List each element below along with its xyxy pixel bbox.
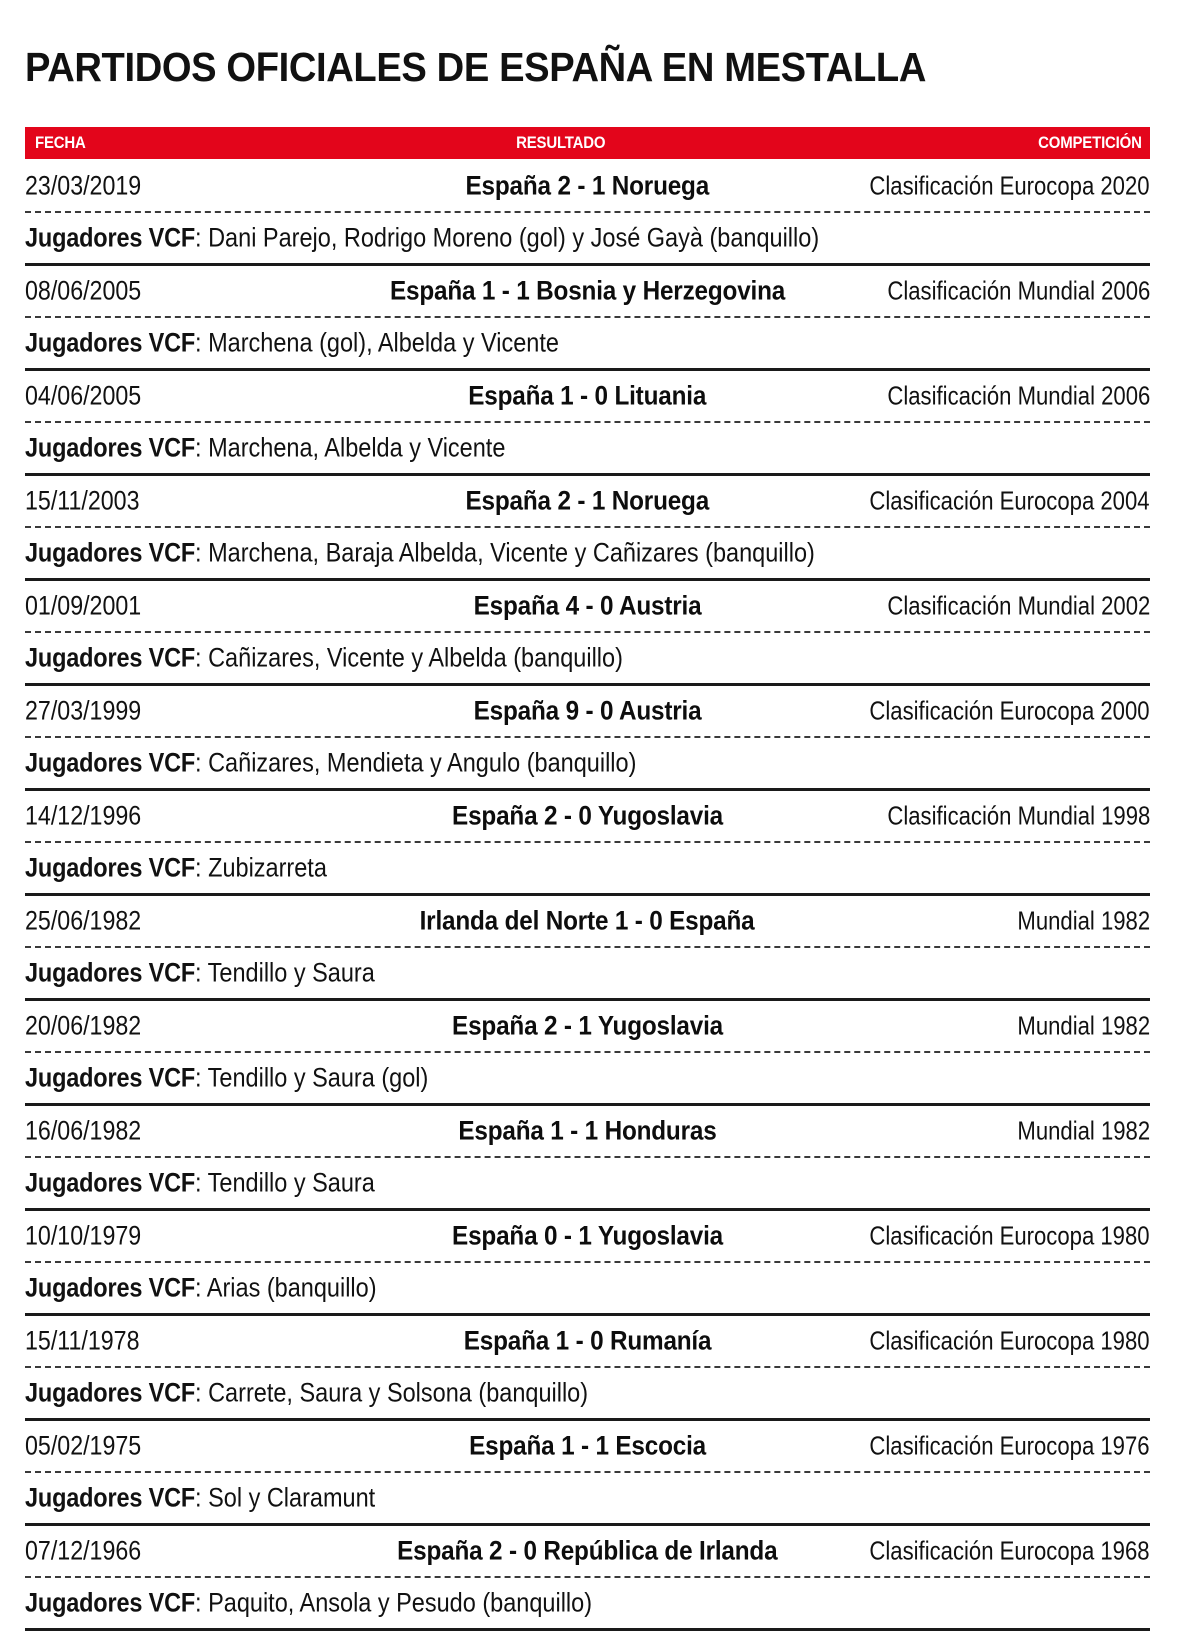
players-line bbox=[25, 1272, 377, 1303]
match-group bbox=[25, 686, 1150, 791]
match-date: 07/12/1966 bbox=[25, 1535, 142, 1566]
match-result-text: España 0 - 1 Yugoslavia bbox=[452, 1220, 723, 1251]
players-row bbox=[25, 1263, 1150, 1313]
match-date: 27/03/1999 bbox=[25, 695, 142, 726]
match-result-text: España 2 - 1 Noruega bbox=[465, 485, 710, 516]
match-result-text: España 2 - 0 República de Irlanda bbox=[397, 1535, 778, 1566]
players-names: : Tendillo y Saura bbox=[195, 1167, 375, 1198]
table-header-bar bbox=[25, 127, 1150, 159]
match-date: 01/09/2001 bbox=[25, 590, 142, 621]
match-group bbox=[25, 476, 1150, 581]
match-group bbox=[25, 1001, 1150, 1106]
match-date: 14/12/1996 bbox=[25, 800, 142, 831]
players-row bbox=[25, 1368, 1150, 1418]
match-competition: Clasificación Eurocopa 2004 bbox=[869, 485, 1150, 516]
match-competition: Clasificación Mundial 2006 bbox=[887, 380, 1150, 411]
match-result-text: España 1 - 1 Bosnia y Herzegovina bbox=[389, 275, 786, 306]
match-result-text: España 4 - 0 Austria bbox=[473, 590, 702, 621]
players-row bbox=[25, 318, 1150, 368]
players-line bbox=[25, 642, 623, 673]
table-row bbox=[25, 896, 1150, 948]
match-date: 08/06/2005 bbox=[25, 275, 142, 306]
match-group bbox=[25, 161, 1150, 266]
match-competition: Mundial 1982 bbox=[1017, 1010, 1150, 1041]
players-row bbox=[25, 1578, 1150, 1628]
players-line bbox=[25, 432, 505, 463]
players-names: : Arias (banquillo) bbox=[195, 1272, 377, 1303]
players-names: : Sol y Claramunt bbox=[195, 1482, 376, 1513]
match-result bbox=[25, 1010, 1150, 1041]
match-group bbox=[25, 1526, 1150, 1631]
match-competition: Mundial 1982 bbox=[1017, 905, 1150, 936]
match-competition: Clasificación Eurocopa 2020 bbox=[869, 170, 1150, 201]
players-names: : Marchena, Albelda y Vicente bbox=[195, 432, 506, 463]
players-names: : Marchena, Baraja Albelda, Vicente y Cañizares (banquillo) bbox=[195, 537, 815, 568]
match-result-text: España 9 - 0 Austria bbox=[473, 695, 702, 726]
players-label: Jugadores VCF bbox=[25, 537, 196, 568]
players-row bbox=[25, 1053, 1150, 1103]
match-group bbox=[25, 1211, 1150, 1316]
table-row bbox=[25, 1316, 1150, 1368]
match-group bbox=[25, 1421, 1150, 1526]
players-label: Jugadores VCF bbox=[25, 747, 196, 778]
infographic-page bbox=[0, 27, 1200, 1645]
matches-table bbox=[25, 161, 1150, 1631]
players-line bbox=[25, 1167, 375, 1198]
match-competition: Clasificación Eurocopa 1968 bbox=[869, 1535, 1150, 1566]
table-row bbox=[25, 476, 1150, 528]
match-competition: Clasificación Eurocopa 1980 bbox=[869, 1220, 1150, 1251]
match-group bbox=[25, 1106, 1150, 1211]
table-row bbox=[25, 266, 1150, 318]
match-competition: Clasificación Eurocopa 1976 bbox=[869, 1430, 1150, 1461]
match-result-text: España 2 - 1 Noruega bbox=[465, 170, 710, 201]
table-row bbox=[25, 791, 1150, 843]
players-line bbox=[25, 1587, 592, 1618]
players-label: Jugadores VCF bbox=[25, 957, 196, 988]
match-group bbox=[25, 896, 1150, 1001]
players-label: Jugadores VCF bbox=[25, 1587, 196, 1618]
players-row bbox=[25, 738, 1150, 788]
match-group bbox=[25, 791, 1150, 896]
match-result-text: España 1 - 0 Lituania bbox=[468, 380, 707, 411]
table-row bbox=[25, 161, 1150, 213]
match-group bbox=[25, 581, 1150, 686]
players-names: : Cañizares, Mendieta y Angulo (banquillo) bbox=[195, 747, 637, 778]
match-result-text: Irlanda del Norte 1 - 0 España bbox=[420, 905, 755, 936]
players-row bbox=[25, 633, 1150, 683]
match-result-text: España 1 - 0 Rumanía bbox=[463, 1325, 712, 1356]
players-line bbox=[25, 1377, 588, 1408]
match-date: 04/06/2005 bbox=[25, 380, 142, 411]
match-date: 25/06/1982 bbox=[25, 905, 142, 936]
table-row bbox=[25, 686, 1150, 738]
players-names: : Cañizares, Vicente y Albelda (banquillo) bbox=[195, 642, 623, 673]
players-row bbox=[25, 1473, 1150, 1523]
players-label: Jugadores VCF bbox=[25, 432, 196, 463]
match-result-text: España 1 - 1 Escocia bbox=[469, 1430, 706, 1461]
match-result bbox=[25, 1115, 1150, 1146]
players-row bbox=[25, 213, 1150, 263]
players-label: Jugadores VCF bbox=[25, 222, 196, 253]
table-row bbox=[25, 1421, 1150, 1473]
players-row bbox=[25, 843, 1150, 893]
match-competition: Clasificación Mundial 2002 bbox=[887, 590, 1150, 621]
players-names: : Tendillo y Saura bbox=[195, 957, 375, 988]
match-group bbox=[25, 1316, 1150, 1421]
players-label: Jugadores VCF bbox=[25, 1377, 196, 1408]
match-competition: Clasificación Mundial 2006 bbox=[887, 275, 1150, 306]
players-label: Jugadores VCF bbox=[25, 642, 196, 673]
match-competition: Mundial 1982 bbox=[1017, 1115, 1150, 1146]
players-label: Jugadores VCF bbox=[25, 1482, 196, 1513]
match-result-text: España 2 - 0 Yugoslavia bbox=[452, 800, 723, 831]
players-label: Jugadores VCF bbox=[25, 1167, 196, 1198]
players-line bbox=[25, 1062, 428, 1093]
column-header-competicion: COMPETICIÓN bbox=[1038, 132, 1142, 152]
table-row bbox=[25, 371, 1150, 423]
match-date: 15/11/1978 bbox=[25, 1325, 140, 1356]
players-row bbox=[25, 528, 1150, 578]
players-line bbox=[25, 537, 815, 568]
match-date: 10/10/1979 bbox=[25, 1220, 142, 1251]
players-names: : Dani Parejo, Rodrigo Moreno (gol) y José Gayà (banquillo) bbox=[195, 222, 820, 253]
match-result-text: España 1 - 1 Honduras bbox=[458, 1115, 717, 1146]
players-names: : Paquito, Ansola y Pesudo (banquillo) bbox=[195, 1587, 593, 1618]
match-group bbox=[25, 266, 1150, 371]
table-row bbox=[25, 1001, 1150, 1053]
players-names: : Marchena (gol), Albelda y Vicente bbox=[195, 327, 559, 358]
players-names: : Carrete, Saura y Solsona (banquillo) bbox=[195, 1377, 589, 1408]
match-competition: Clasificación Eurocopa 2000 bbox=[869, 695, 1150, 726]
table-row bbox=[25, 581, 1150, 633]
page-title: PARTIDOS OFICIALES DE ESPAÑA EN MESTALLA bbox=[25, 44, 926, 91]
table-row bbox=[25, 1526, 1150, 1578]
players-line bbox=[25, 747, 636, 778]
match-competition: Clasificación Mundial 1998 bbox=[887, 800, 1150, 831]
players-names: : Tendillo y Saura (gol) bbox=[195, 1062, 429, 1093]
players-label: Jugadores VCF bbox=[25, 852, 196, 883]
match-competition: Clasificación Eurocopa 1980 bbox=[869, 1325, 1150, 1356]
match-result bbox=[25, 905, 1150, 936]
players-row bbox=[25, 948, 1150, 998]
players-names: : Zubizarreta bbox=[195, 852, 327, 883]
column-header-resultado: RESULTADO bbox=[516, 132, 606, 152]
players-line bbox=[25, 852, 327, 883]
players-row bbox=[25, 423, 1150, 473]
match-date: 23/03/2019 bbox=[25, 170, 142, 201]
table-row bbox=[25, 1211, 1150, 1263]
players-line bbox=[25, 957, 375, 988]
players-label: Jugadores VCF bbox=[25, 327, 196, 358]
table-row bbox=[25, 1106, 1150, 1158]
column-header-fecha: FECHA bbox=[35, 132, 86, 152]
match-group bbox=[25, 371, 1150, 476]
match-result-text: España 2 - 1 Yugoslavia bbox=[452, 1010, 723, 1041]
players-line bbox=[25, 1482, 375, 1513]
match-date: 15/11/2003 bbox=[25, 485, 140, 516]
match-date: 16/06/1982 bbox=[25, 1115, 142, 1146]
players-label: Jugadores VCF bbox=[25, 1062, 196, 1093]
match-date: 05/02/1975 bbox=[25, 1430, 142, 1461]
players-line bbox=[25, 327, 559, 358]
players-row bbox=[25, 1158, 1150, 1208]
players-line bbox=[25, 222, 819, 253]
players-label: Jugadores VCF bbox=[25, 1272, 196, 1303]
match-date: 20/06/1982 bbox=[25, 1010, 142, 1041]
